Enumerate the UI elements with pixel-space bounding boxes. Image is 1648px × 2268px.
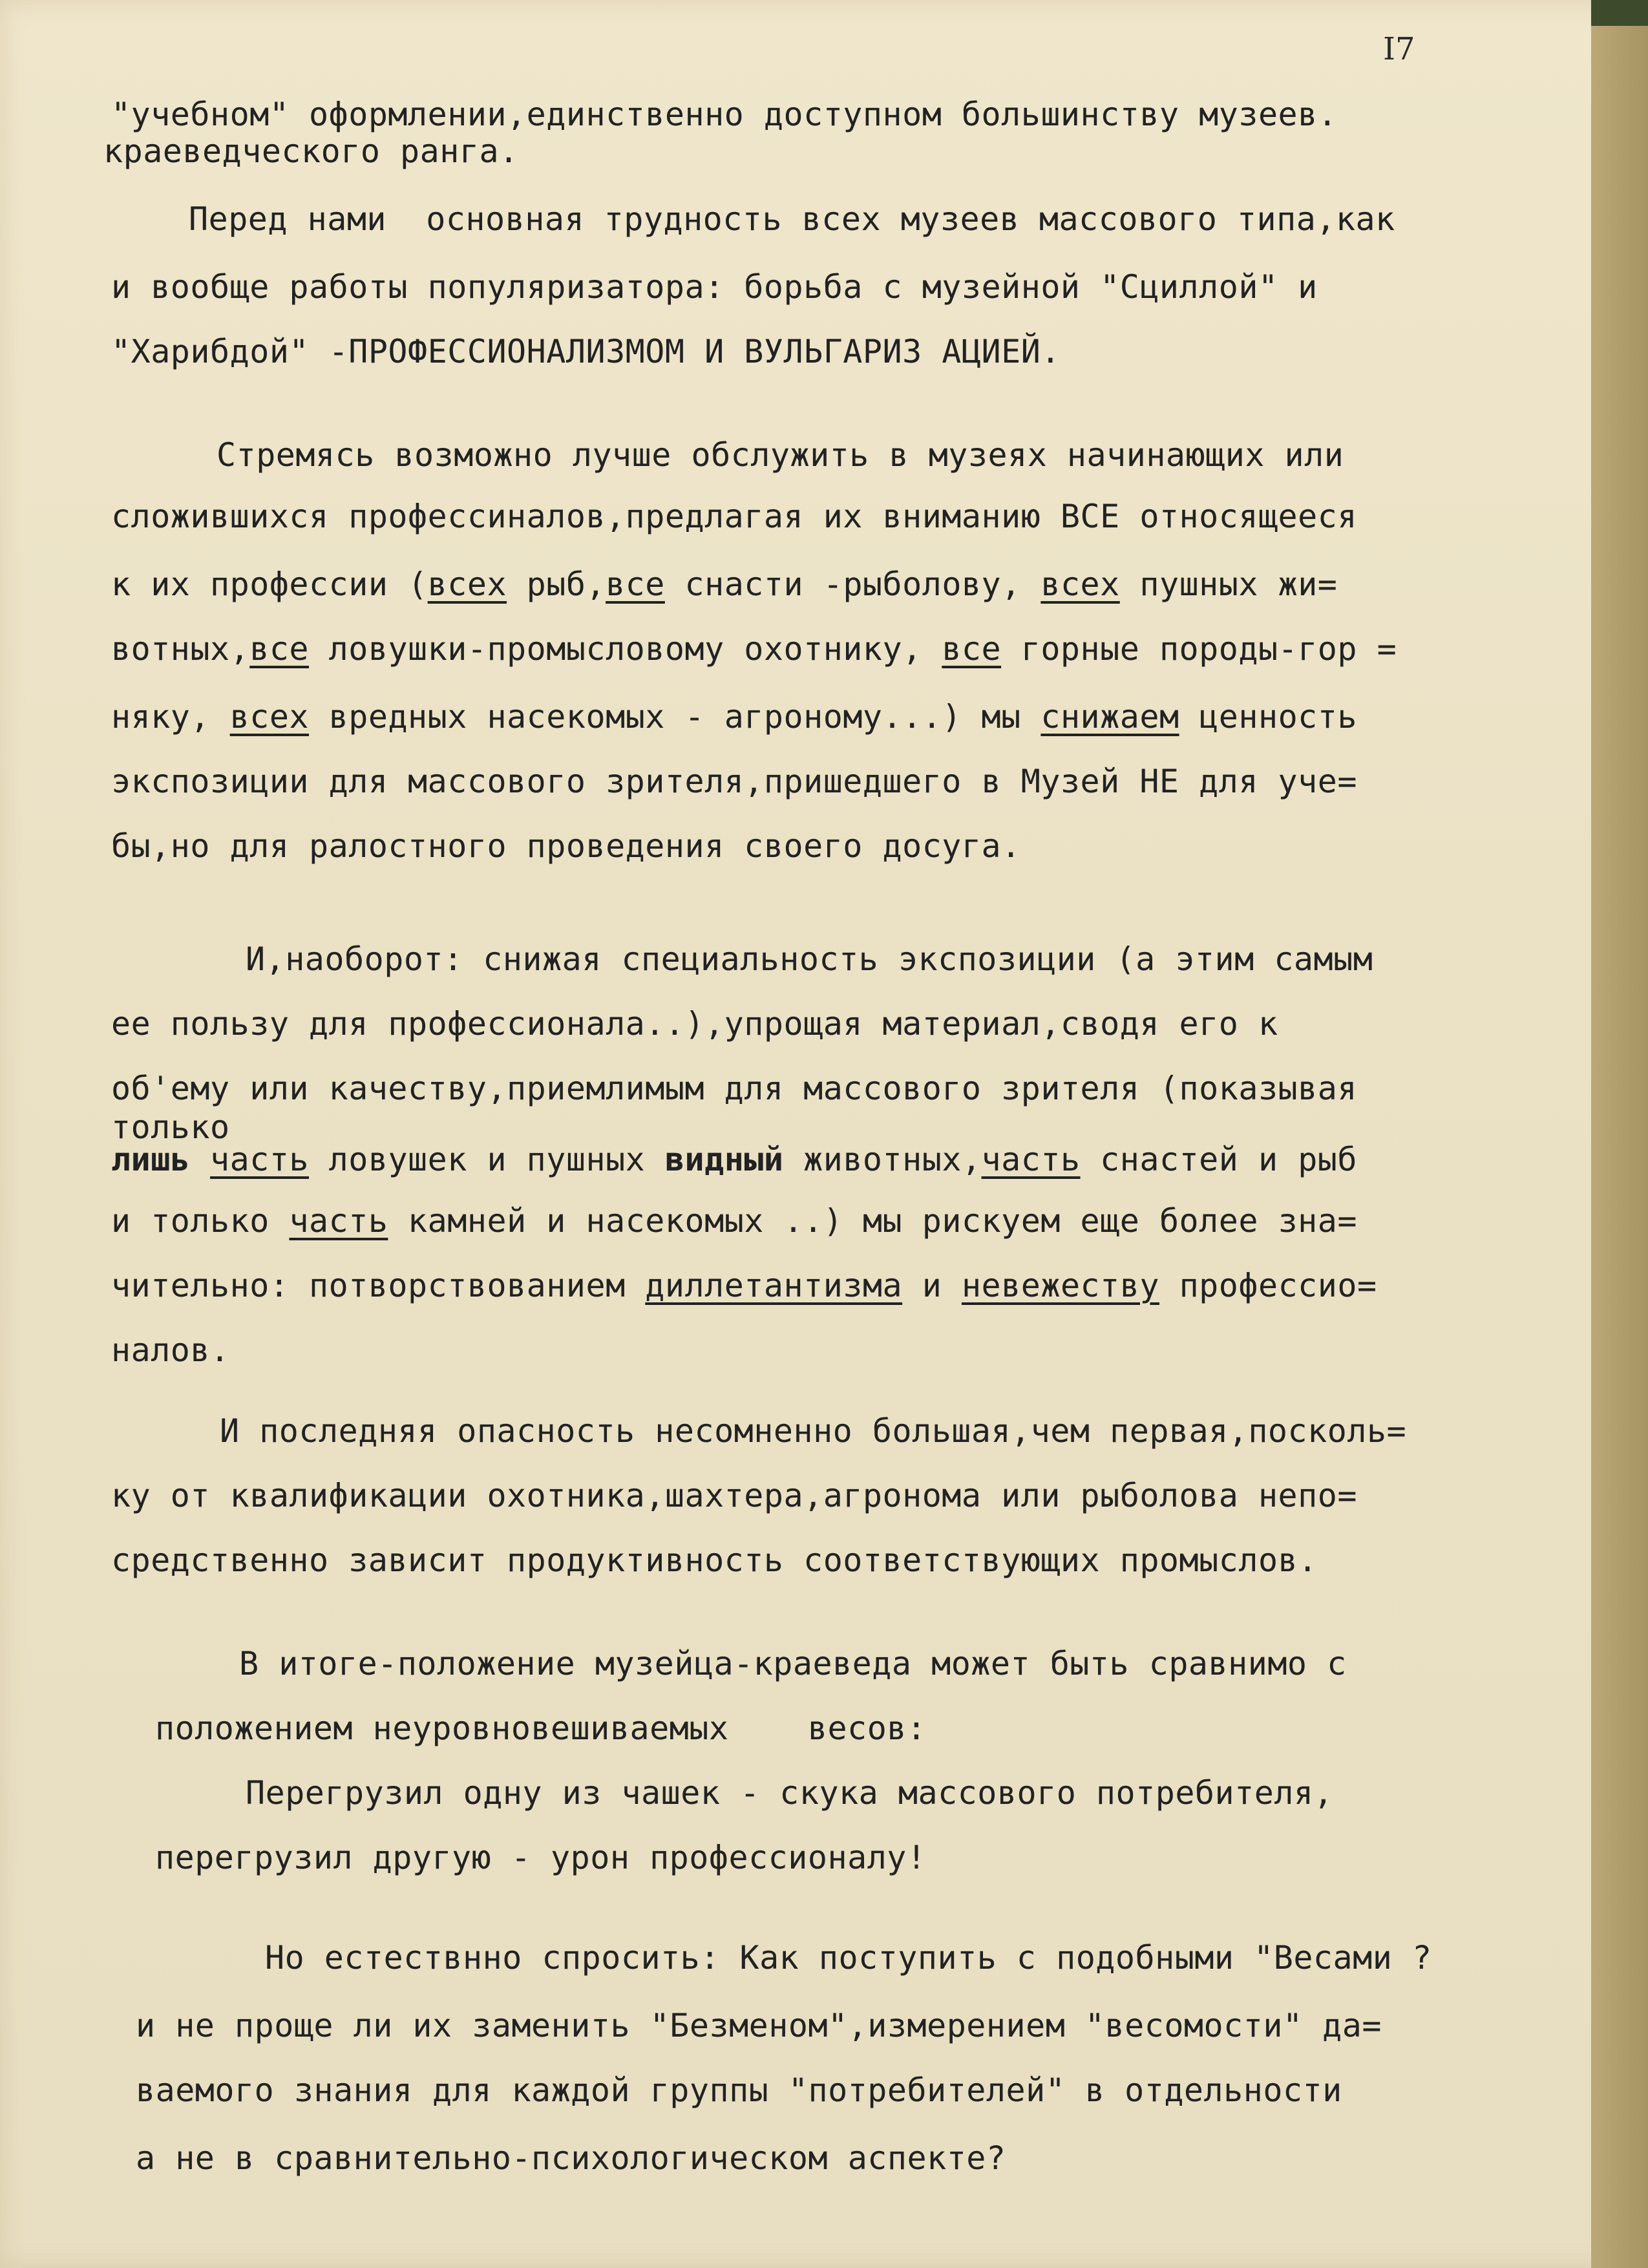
- text-segment: к их профессии (: [111, 566, 428, 603]
- text-line: [111, 1070, 1357, 1107]
- text-line: [265, 1939, 1432, 1977]
- text-line: [111, 1202, 1357, 1240]
- text-line: [111, 698, 1357, 736]
- text-segment: вотных,: [111, 630, 250, 668]
- text-segment: снастей и рыб: [1080, 1141, 1357, 1178]
- underlined-word: всех: [1041, 566, 1120, 603]
- underlined-word: всех: [427, 566, 507, 603]
- text-line: [111, 1477, 1357, 1514]
- text-segment: горные породы-гор =: [1001, 630, 1397, 668]
- text-segment: Перегрузил одну из чашек - скука массового потребителя,: [246, 1774, 1334, 1812]
- text-segment: и только: [111, 1202, 290, 1240]
- text-segment: бы,но для ралостного проведения своего досуга.: [111, 827, 1021, 865]
- underlined-word: часть: [289, 1202, 388, 1240]
- text-line: [103, 132, 519, 170]
- page-edge-corner: [1591, 0, 1648, 26]
- text-line: [136, 2007, 1382, 2044]
- text-segment: налов.: [111, 1331, 230, 1369]
- text-segment: вредных насекомых - агроному...) мы: [309, 698, 1041, 736]
- text-line: [111, 268, 1318, 306]
- text-line: [111, 630, 1397, 668]
- text-segment: камней и насекомых ..) мы рискуем еще более зна=: [388, 1202, 1357, 1240]
- text-line: [111, 1005, 1278, 1043]
- text-line: [136, 2139, 1006, 2177]
- text-segment: "учебном" оформлении,единственно доступном большинству музеев.: [111, 96, 1338, 133]
- text-segment: ее пользу для профессионала..),упрощая материал,сводя его к: [111, 1005, 1278, 1043]
- text-segment: положением неуровновешиваемых весов:: [155, 1710, 927, 1747]
- underlined-word: диллетантизма: [645, 1267, 903, 1304]
- text-segment: а не в сравнительно-психологическом аспекте?: [136, 2139, 1006, 2177]
- text-line: [111, 498, 1357, 535]
- text-segment: И,наоборот: снижая специальность экспозиции (а этим самым: [246, 940, 1373, 978]
- text-line: [111, 96, 1337, 133]
- text-line: [111, 1331, 230, 1369]
- text-segment: и: [902, 1267, 962, 1304]
- text-segment: ценность: [1179, 698, 1357, 736]
- text-segment: видный: [664, 1141, 784, 1178]
- text-line: [246, 940, 1373, 978]
- text-segment: ловушки-промысловому охотнику,: [309, 630, 942, 668]
- page-number: I7: [1383, 31, 1415, 67]
- text-line: [155, 1839, 927, 1876]
- text-line: [111, 566, 1337, 603]
- underlined-word: часть: [981, 1141, 1081, 1178]
- text-segment: "Харибдой" -ПРОФЕССИОНАЛИЗМОМ И ВУЛЬГАРИЗ АЦИЕЙ.: [111, 333, 1061, 370]
- text-segment: об'ему или качеству,приемлимым для массового зрителя (показывая: [111, 1070, 1357, 1107]
- underlined-word: невежеству: [961, 1267, 1159, 1304]
- text-segment: Перед нами основная трудность всех музеев массового типа,как: [189, 200, 1395, 238]
- text-segment: В итоге-положение музейца-краеведа может быть сравнимо с: [239, 1645, 1347, 1682]
- text-line: [111, 1542, 1318, 1579]
- text-segment: и не проще ли их заменить "Безменом",измерением "весомости" да=: [136, 2007, 1382, 2044]
- text-segment: сложившихся профессиналов,предлагая их вниманию ВСЕ относящееся: [111, 498, 1357, 535]
- text-line: [111, 827, 1021, 865]
- text-line: [246, 1774, 1333, 1812]
- text-segment: только: [111, 1108, 230, 1146]
- text-segment: ловушек и пушных: [309, 1141, 665, 1178]
- text-line: [111, 763, 1357, 800]
- text-segment: ку от квалификации охотника,шахтера,агронома или рыболова непо=: [111, 1477, 1357, 1514]
- text-line: [239, 1645, 1347, 1682]
- text-line: [111, 1141, 1357, 1178]
- text-segment: животных,: [783, 1141, 982, 1178]
- text-line: [111, 333, 1061, 370]
- text-segment: средственно зависит продуктивность соответствующих промыслов.: [111, 1542, 1318, 1579]
- underlined-word: все: [606, 566, 665, 603]
- text-segment: снасти -рыболову,: [664, 566, 1041, 603]
- underlined-word: все: [942, 630, 1002, 668]
- underlined-word: снижаем: [1041, 698, 1179, 736]
- text-segment: Но естествнно спросить: Как поступить с подобными "Весами ?: [265, 1939, 1432, 1977]
- text-line: [217, 436, 1344, 474]
- text-segment: экспозиции для массового зрителя,пришедшего в Музей НЕ для уче=: [111, 763, 1357, 800]
- text-line: [136, 2072, 1342, 2109]
- page-edge-strip: [1591, 0, 1648, 2268]
- text-segment: и вообще работы популяризатора: борьба с музейной "Сциллой" и: [111, 268, 1318, 306]
- text-line: [189, 200, 1395, 238]
- text-line: [220, 1412, 1406, 1450]
- text-line: [111, 1267, 1377, 1304]
- text-segment: Стремясь возможно лучше обслужить в музеях начинающих или: [217, 436, 1344, 474]
- text-segment: пушных жи=: [1119, 566, 1338, 603]
- text-segment: няку,: [111, 698, 230, 736]
- text-segment: чительно: потворствованием: [111, 1267, 646, 1304]
- text-segment: лишь: [111, 1141, 211, 1178]
- text-segment: перегрузил другую - урон профессионалу!: [155, 1839, 927, 1876]
- text-segment: краеведческого ранга.: [103, 132, 519, 170]
- underlined-word: часть: [210, 1141, 310, 1178]
- text-segment: профессио=: [1159, 1267, 1377, 1304]
- underlined-word: все: [249, 630, 310, 668]
- underlined-word: всех: [229, 698, 310, 736]
- text-line: [155, 1710, 927, 1747]
- text-segment: рыб,: [507, 566, 606, 603]
- text-segment: И последняя опасность несомненно большая,чем первая,посколь=: [220, 1412, 1407, 1450]
- text-segment: ваемого знания для каждой группы "потребителей" в отдельности: [136, 2072, 1342, 2109]
